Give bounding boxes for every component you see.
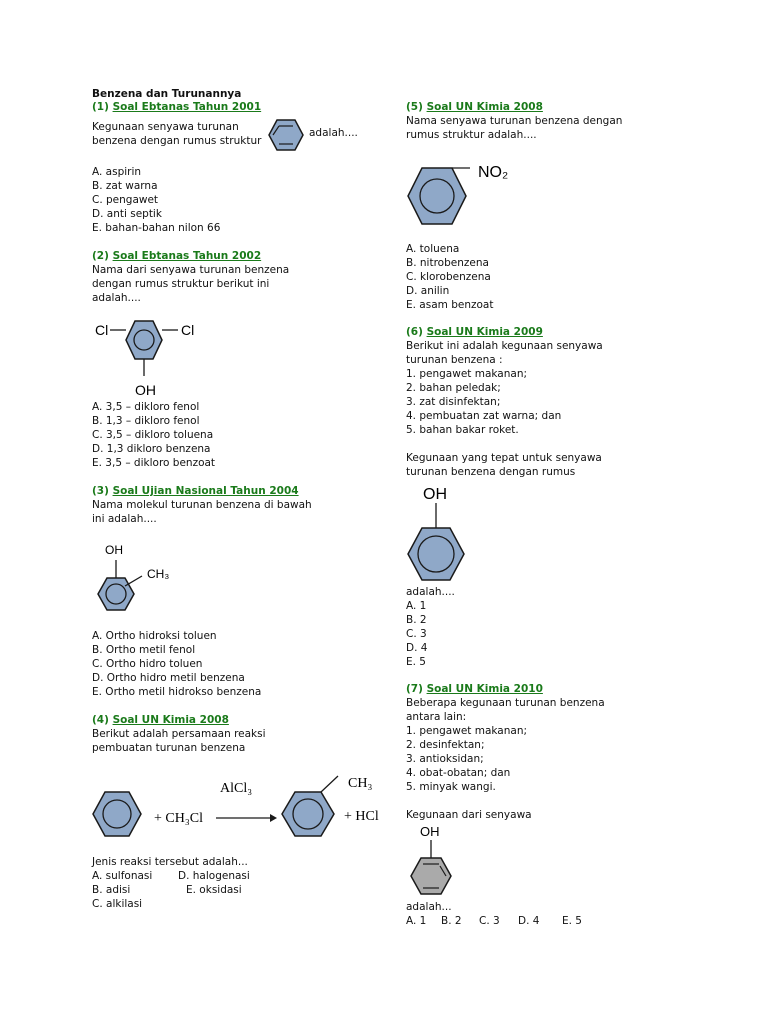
q4-question: Jenis reaksi tersebut adalah... — [92, 856, 248, 868]
q3-option[interactable]: B. Ortho metil fenol — [92, 644, 196, 656]
q5-text-line: rumus struktur adalah.... — [406, 129, 537, 141]
no2-label: NO₂ — [478, 164, 509, 181]
q4-heading — [92, 714, 229, 728]
q1-heading — [92, 101, 261, 115]
q5-option[interactable]: D. anilin — [406, 285, 450, 297]
q1-source-link[interactable]: Soal Ebtanas Tahun 2001 — [112, 101, 262, 113]
q5-option[interactable]: E. asam benzoat — [406, 299, 494, 311]
q6-source-link[interactable]: Soal UN Kimia 2009 — [426, 326, 543, 338]
q1-text-line: Kegunaan senyawa turunan — [92, 121, 239, 133]
q2-source-link[interactable]: Soal Ebtanas Tahun 2002 — [112, 250, 262, 262]
nitrobenzene-structure — [406, 158, 526, 234]
q5-number: (5) — [406, 101, 423, 113]
q1-option[interactable]: A. aspirin — [92, 166, 142, 178]
phenol-structure-q7 — [406, 824, 462, 900]
q7-text-line: 3. antioksidan; — [406, 753, 484, 765]
q7-text-line: antara lain: — [406, 711, 467, 723]
reagent-label: + CH₃Cl — [154, 811, 203, 826]
q4-text-line: Berikut adalah persamaan reaksi — [92, 728, 266, 740]
phenol-structure-q6 — [406, 484, 476, 588]
q5-heading — [406, 101, 543, 115]
q6-text-line: Berikut ini adalah kegunaan senyawa — [406, 340, 603, 352]
q2-number: (2) — [92, 250, 109, 262]
product-label: + HCl — [344, 809, 379, 824]
q2-option[interactable]: E. 3,5 – dikloro benzoat — [92, 457, 216, 469]
q4-option[interactable]: A. sulfonasi — [92, 870, 153, 882]
q7-option[interactable]: C. 3 — [479, 915, 500, 927]
q7-text-line: Beberapa kegunaan turunan benzena — [406, 697, 605, 709]
catalyst-label: AlCl₃ — [220, 781, 253, 796]
oh-label: OH — [420, 824, 440, 839]
q4-option[interactable]: E. oksidasi — [186, 884, 242, 896]
benzene-structure-q1 — [268, 117, 304, 153]
ch3-label: CH₃ — [147, 567, 170, 581]
cl-left-label: Cl — [95, 322, 109, 338]
q6-after: adalah.... — [406, 586, 455, 598]
q7-text-line: 5. minyak wangi. — [406, 781, 496, 793]
q2-option[interactable]: D. 1,3 dikloro benzena — [92, 443, 211, 455]
q5-option[interactable]: A. toluena — [406, 243, 460, 255]
q6-text-line: 1. pengawet makanan; — [406, 368, 528, 380]
q7-after: adalah... — [406, 901, 452, 913]
q7-text-line: 4. obat-obatan; dan — [406, 767, 511, 779]
q6-number: (6) — [406, 326, 423, 338]
q2-option[interactable]: C. 3,5 – dikloro toluena — [92, 429, 214, 441]
q2-text-line: adalah.... — [92, 292, 141, 304]
q7-text-line: 1. pengawet makanan; — [406, 725, 528, 737]
q5-text-line: Nama senyawa turunan benzena dengan — [406, 115, 623, 127]
oh-label: OH — [423, 486, 447, 503]
q6-text-line: turunan benzena dengan rumus — [406, 466, 576, 478]
oh-label: OH — [135, 382, 156, 398]
q1-option[interactable]: E. bahan-bahan nilon 66 — [92, 222, 221, 234]
q1-option[interactable]: C. pengawet — [92, 194, 159, 206]
q2-text-line: Nama dari senyawa turunan benzena — [92, 264, 290, 276]
q3-option[interactable]: D. Ortho hidro metil benzena — [92, 672, 245, 684]
q7-text-line: 2. desinfektan; — [406, 739, 485, 751]
q3-option[interactable]: E. Ortho metil hidrokso benzena — [92, 686, 262, 698]
q3-text-line: Nama molekul turunan benzena di bawah — [92, 499, 312, 511]
q6-option[interactable]: E. 5 — [406, 656, 426, 668]
q6-option[interactable]: C. 3 — [406, 628, 427, 640]
q4-number: (4) — [92, 714, 109, 726]
q3-source-link[interactable]: Soal Ujian Nasional Tahun 2004 — [112, 485, 299, 497]
q7-source-link[interactable]: Soal UN Kimia 2010 — [426, 683, 543, 695]
q7-question: Kegunaan dari senyawa — [406, 809, 532, 821]
oh-label: OH — [105, 543, 123, 557]
ch3-label: CH₃ — [348, 776, 373, 791]
q6-text-line: 3. zat disinfektan; — [406, 396, 501, 408]
q7-heading — [406, 683, 543, 697]
dichlorophenol-structure — [92, 316, 212, 402]
q4-option[interactable]: B. adisi — [92, 884, 131, 896]
q6-text-line: 5. bahan bakar roket. — [406, 424, 519, 436]
q6-option[interactable]: D. 4 — [406, 642, 428, 654]
cl-right-label: Cl — [181, 322, 195, 338]
q6-option[interactable]: A. 1 — [406, 600, 427, 612]
q1-option[interactable]: B. zat warna — [92, 180, 158, 192]
q6-text-line: turunan benzena : — [406, 354, 503, 366]
q4-option[interactable]: D. halogenasi — [178, 870, 250, 882]
q5-option[interactable]: B. nitrobenzena — [406, 257, 489, 269]
q3-text-line: ini adalah.... — [92, 513, 157, 525]
q3-option[interactable]: A. Ortho hidroksi toluen — [92, 630, 217, 642]
q3-option[interactable]: C. Ortho hidro toluen — [92, 658, 203, 670]
q6-text-line: 2. bahan peledak; — [406, 382, 501, 394]
q7-option[interactable]: E. 5 — [562, 915, 582, 927]
q6-text-line: 4. pembuatan zat warna; dan — [406, 410, 562, 422]
alkylation-reaction — [92, 770, 392, 845]
q6-option[interactable]: B. 2 — [406, 614, 427, 626]
q2-option[interactable]: B. 1,3 – dikloro fenol — [92, 415, 200, 427]
q7-option[interactable]: B. 2 — [441, 915, 462, 927]
q2-option[interactable]: A. 3,5 – dikloro fenol — [92, 401, 200, 413]
page-title: Benzena dan Turunannya — [92, 88, 242, 100]
q5-source-link[interactable]: Soal UN Kimia 2008 — [426, 101, 543, 113]
q7-number: (7) — [406, 683, 423, 695]
q6-text-line: Kegunaan yang tepat untuk senyawa — [406, 452, 602, 464]
q3-heading — [92, 485, 299, 499]
q6-heading — [406, 326, 543, 340]
q1-option[interactable]: D. anti septik — [92, 208, 162, 220]
q7-option[interactable]: D. 4 — [518, 915, 540, 927]
q4-text-line: pembuatan turunan benzena — [92, 742, 246, 754]
q2-text-line: dengan rumus struktur berikut ini — [92, 278, 270, 290]
q3-number: (3) — [92, 485, 109, 497]
q1-text-line: adalah.... — [309, 127, 358, 139]
q1-text-line: benzena dengan rumus struktur — [92, 135, 262, 147]
q2-heading — [92, 250, 261, 264]
methylphenol-structure — [92, 540, 182, 615]
q1-number: (1) — [92, 101, 109, 113]
q4-source-link[interactable]: Soal UN Kimia 2008 — [112, 714, 229, 726]
q5-option[interactable]: C. klorobenzena — [406, 271, 491, 283]
q7-option[interactable]: A. 1 — [406, 915, 427, 927]
q4-option[interactable]: C. alkilasi — [92, 898, 143, 910]
